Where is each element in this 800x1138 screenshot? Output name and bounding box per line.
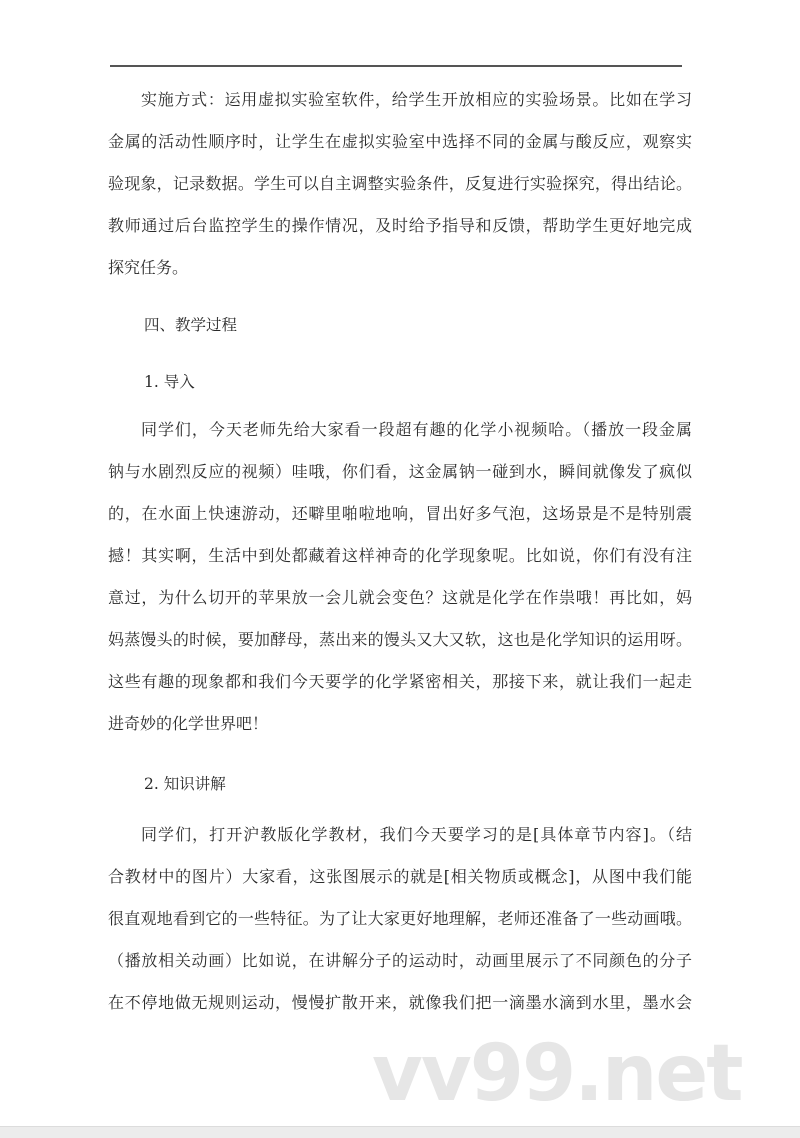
- paragraph-knowledge: [108, 814, 692, 1024]
- text-line: 的，在水面上快速游动，还噼里啪啦地响，冒出好多气泡，这场景是不是特别震: [108, 504, 692, 523]
- text-line: 验现象，记录数据。学生可以自主调整实验条件，反复进行实验探究，得出结论。: [108, 174, 692, 193]
- text-line: 很直观地看到它的一些特征。为了让大家更好地理解，老师还准备了一些动画哦。: [108, 909, 692, 928]
- text-line: 进奇妙的化学世界吧！: [108, 714, 269, 733]
- paragraph-intro: [108, 409, 692, 745]
- text-line: 教师通过后台监控学生的操作情况，及时给予指导和反馈，帮助学生更好地完成: [108, 216, 692, 235]
- page-bottom-edge: [0, 1126, 800, 1138]
- subheading-intro: 1. 导入: [144, 373, 195, 391]
- text-line: 探究任务。: [108, 258, 189, 277]
- text-line: 实施方式：运用虚拟实验室软件，给学生开放相应的实验场景。比如在学习: [141, 90, 692, 109]
- text-line: （播放相关动画）比如说，在讲解分子的运动时，动画里展示了不同颜色的分子: [108, 951, 692, 970]
- section-heading: 四、教学过程: [144, 316, 238, 334]
- text-line: 妈蒸馒头的时候，要加酵母，蒸出来的馒头又大又软，这也是化学知识的运用呀。: [108, 630, 692, 649]
- text-line: 钠与水剧烈反应的视频）哇哦，你们看，这金属钠一碰到水，瞬间就像发了疯似: [108, 462, 692, 481]
- text-line: 同学们，今天老师先给大家看一段超有趣的化学小视频哈。（播放一段金属: [141, 420, 692, 439]
- text-line: 同学们，打开沪教版化学教材，我们今天要学习的是[具体章节内容]。（结: [141, 825, 692, 844]
- text-line: 这些有趣的现象都和我们今天要学的化学紧密相关，那接下来，就让我们一起走: [108, 672, 692, 691]
- text-line: 撼！其实啊，生活中到处都藏着这样神奇的化学现象呢。比如说，你们有没有注: [108, 546, 692, 565]
- paragraph-implementation: [108, 79, 692, 289]
- watermark: vv99.net: [372, 1029, 742, 1119]
- text-line: 在不停地做无规则运动，慢慢扩散开来，就像我们把一滴墨水滴到水里，墨水会: [108, 993, 692, 1012]
- subheading-knowledge: 2. 知识讲解: [144, 775, 226, 793]
- header-rule: [110, 65, 682, 67]
- text-line: 意过，为什么切开的苹果放一会儿就会变色？这就是化学在作祟哦！再比如，妈: [108, 588, 692, 607]
- text-line: 合教材中的图片）大家看，这张图展示的就是[相关物质或概念]，从图中我们能: [108, 867, 692, 886]
- text-line: 金属的活动性顺序时，让学生在虚拟实验室中选择不同的金属与酸反应，观察实: [108, 132, 692, 151]
